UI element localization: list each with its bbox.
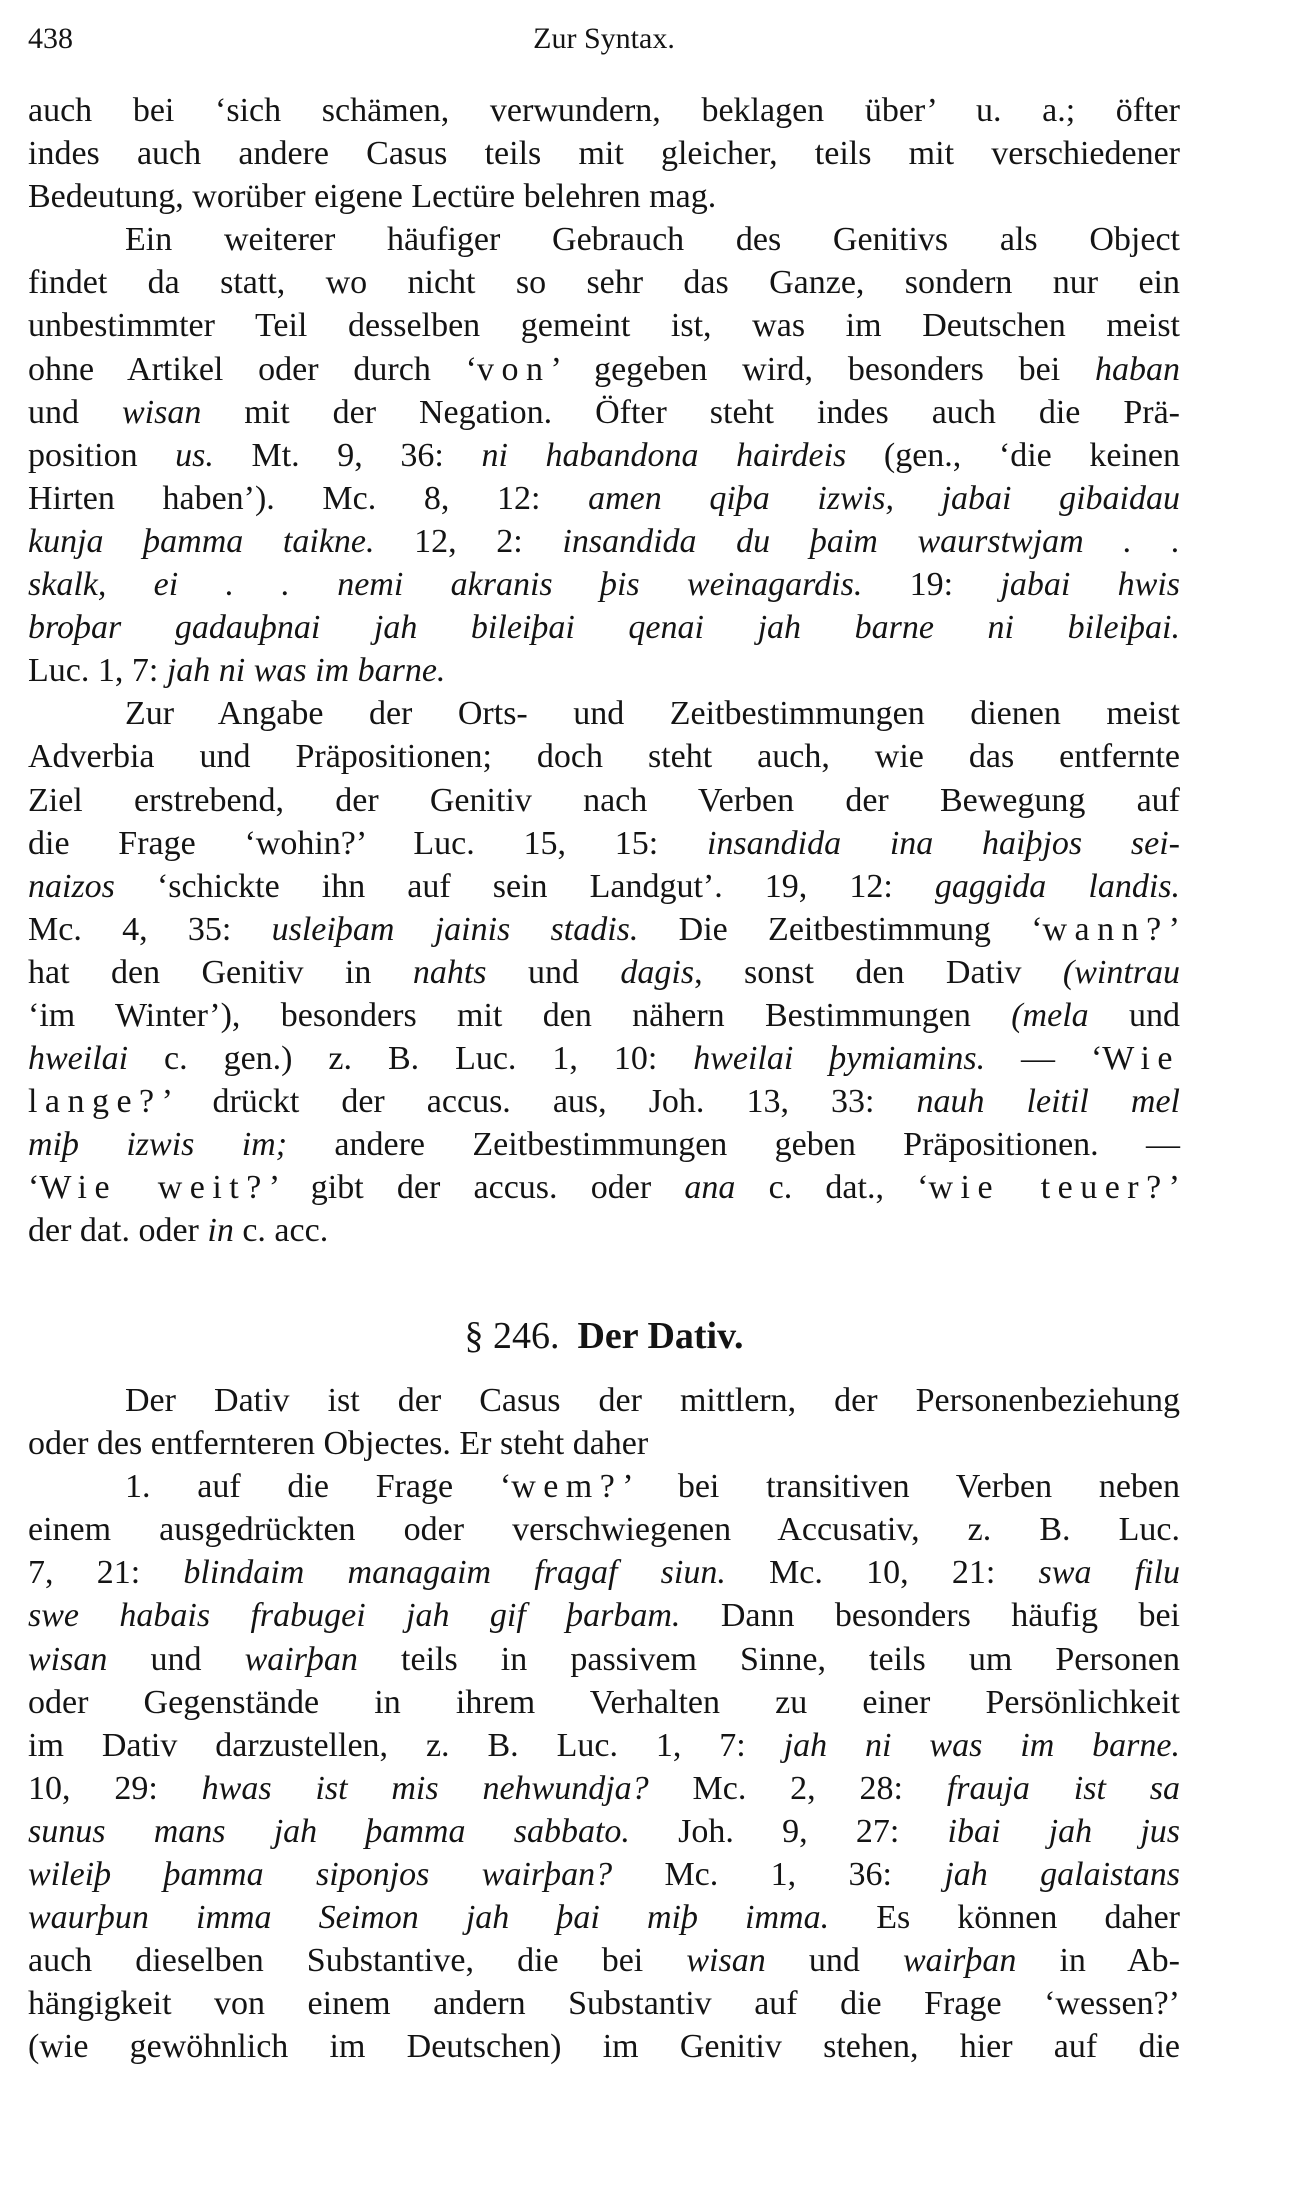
text-segment: auch bei ‘sich schämen, verwundern, beklagen über’ u. a.; öfter — [28, 92, 1180, 129]
gothic-citation: us. — [175, 436, 214, 474]
text-line — [28, 822, 1180, 865]
text-segment: (wie gewöhnlich im Deutschen) im Genitiv stehen, hier auf die — [28, 2028, 1180, 2066]
text-segment: ’ bei transitiven Verben neben — [622, 1468, 1181, 1506]
page-number: 438 — [28, 22, 73, 55]
text-segment: auch dieselben Substantive, die bei — [28, 1942, 687, 1980]
text-line — [28, 1465, 1180, 1508]
text-segment: ohne Artikel oder durch ‘ — [28, 350, 477, 388]
text-segment: Joh. 9, 27: — [629, 1812, 948, 1850]
gothic-citation: sunus mans jah þamma sabbato. — [28, 1812, 630, 1850]
gothic-citation: kunja þamma taikne. — [28, 522, 375, 560]
text-line — [28, 218, 1180, 261]
spaced-emphasis: Wie weit? — [39, 1169, 269, 1207]
text-line — [28, 175, 1180, 218]
text-line — [28, 1422, 1180, 1465]
gothic-citation: blindaim managaim fragaf siun. — [183, 1554, 726, 1592]
text-segment: teils in passivem Sinne, teils um Personen — [357, 1640, 1181, 1678]
section-number: § 246. — [464, 1315, 560, 1357]
text-line — [28, 1681, 1180, 1724]
text-line — [28, 779, 1180, 822]
text-segment: Adverbia und Präpositionen; doch steht auch, wie das entfernte — [28, 738, 1180, 776]
spaced-emphasis: wie teuer? — [928, 1169, 1169, 1207]
text-line — [28, 261, 1180, 304]
text-line — [28, 1939, 1180, 1982]
text-segment: Mc. 10, 21: — [725, 1554, 1039, 1592]
text-segment: indes auch andere Casus teils mit gleicher, teils mit verschiedener — [28, 135, 1180, 173]
gothic-citation: dagis — [620, 953, 695, 991]
spaced-emphasis: von — [477, 350, 551, 388]
text-line — [28, 606, 1180, 649]
text-segment: Luc. 1, 7: — [28, 652, 167, 690]
gothic-citation: (mela — [1011, 996, 1089, 1034]
text-segment: ‘schickte ihn auf sein Landgut’. 19, 12: — [114, 867, 935, 905]
text-line — [28, 391, 1180, 434]
text-segment: 7, 21: — [28, 1554, 184, 1592]
gothic-citation: haban — [1095, 350, 1180, 388]
text-line — [28, 1037, 1180, 1080]
text-segment: oder Gegenstände in ihrem Verhalten zu einer Persönlichkeit — [28, 1683, 1180, 1721]
text-line — [28, 1123, 1180, 1166]
gothic-citation: in — [207, 1212, 234, 1250]
gothic-citation: wairþan — [244, 1640, 358, 1678]
gothic-citation: jabai hwis — [1000, 566, 1181, 604]
text-segment: andere Zeitbestimmungen geben Präpositionen. — — [287, 1126, 1181, 1164]
text-segment: ’ drückt der accus. aus, Joh. 13, 33: — [161, 1083, 917, 1121]
text-segment: 12, 2: — [374, 522, 563, 560]
text-block-genitive — [28, 89, 1180, 1253]
gothic-citation: gaggida landis. — [934, 867, 1180, 905]
gothic-citation: jah ni was im barne. — [783, 1726, 1180, 1764]
text-segment: Zur Angabe der Orts- und Zeitbestimmungen dienen meist — [125, 695, 1180, 733]
text-line — [28, 908, 1180, 951]
gothic-citation: swe habais frabugei jah gif þarbam. — [28, 1597, 681, 1635]
text-line — [28, 434, 1180, 477]
text-line — [28, 735, 1180, 778]
text-segment: und — [1088, 996, 1180, 1034]
section-title: Der Dativ. — [577, 1315, 744, 1357]
text-segment: und — [486, 953, 621, 991]
text-line — [28, 563, 1180, 606]
text-line — [28, 1638, 1180, 1681]
gothic-citation: ana — [684, 1169, 736, 1207]
text-segment: ’ gibt der accus. oder — [268, 1169, 685, 1207]
gothic-citation: skalk, ei . . nemi akranis þis weinagardis. — [28, 566, 863, 604]
text-line — [28, 692, 1180, 735]
gothic-citation: miþ izwis im; — [28, 1126, 288, 1164]
text-segment: , sonst den Dativ — [694, 953, 1063, 991]
text-segment: einem ausgedrückten oder verschwiegenen Accusativ, z. B. Luc. — [28, 1511, 1180, 1549]
gothic-citation: usleiþam jainis stadis. — [271, 910, 639, 948]
text-segment: c. acc. — [233, 1212, 329, 1250]
text-segment: Hirten haben’). Mc. 8, 12: — [28, 479, 589, 517]
gothic-citation: ni habandona hairdeis — [481, 436, 847, 474]
gothic-citation: wileiþ þamma siponjos wairþan? — [28, 1856, 613, 1894]
text-block-dative — [28, 1379, 1180, 2069]
text-segment: Mc. 1, 36: — [612, 1856, 945, 1894]
text-line — [28, 1551, 1180, 1594]
text-line — [28, 520, 1180, 563]
text-line — [28, 477, 1180, 520]
text-segment: unbestimmter Teil desselben gemeint ist, was im Deutschen meist — [28, 307, 1180, 345]
text-segment: und — [28, 393, 122, 431]
running-title: Zur Syntax. — [533, 22, 675, 55]
gothic-citation: wisan — [121, 393, 202, 431]
spaced-emphasis: lange? — [28, 1083, 162, 1121]
spaced-emphasis: Wie — [1102, 1040, 1180, 1078]
text-segment: in Ab- — [1016, 1942, 1180, 1980]
text-segment: Mc. 2, 28: — [648, 1769, 947, 1807]
gothic-citation: hweilai — [28, 1040, 129, 1078]
text-line — [28, 304, 1180, 347]
gothic-citation: hweilai þymiamins. — [693, 1040, 986, 1078]
text-segment: c. dat., ‘ — [735, 1169, 929, 1207]
text-segment: Ein weiterer häufiger Gebrauch des Genitivs als Object — [125, 221, 1180, 259]
gothic-citation: waurþun imma Seimon jah þai miþ imma. — [28, 1899, 830, 1937]
section-heading — [0, 1312, 1208, 1360]
text-segment: hängigkeit von einem andern Substantiv auf die Frage ‘wessen?’ — [28, 1985, 1180, 2023]
text-line — [28, 1896, 1180, 1939]
text-line — [28, 1594, 1180, 1637]
text-line — [28, 1724, 1180, 1767]
text-segment: ’ — [1168, 910, 1180, 948]
gothic-citation: wisan — [686, 1942, 766, 1980]
text-segment: Ziel erstrebend, der Genitiv nach Verben der Bewegung auf — [28, 781, 1180, 819]
text-segment: 1. auf die Frage ‘ — [125, 1468, 512, 1506]
text-line — [28, 1379, 1180, 1422]
text-line — [28, 1853, 1180, 1896]
text-segment: findet da statt, wo nicht so sehr das Ganze, sondern nur ein — [28, 264, 1180, 302]
gothic-citation: (wintrau — [1062, 953, 1181, 991]
gothic-citation: hwas ist mis nehwundja? — [201, 1769, 649, 1807]
text-segment: im Dativ darzustellen, z. B. Luc. 1, 7: — [28, 1726, 784, 1764]
text-segment: 19: — [862, 566, 1001, 604]
text-segment: ‘ — [28, 1169, 40, 1207]
gothic-citation: jah galaistans — [944, 1856, 1180, 1894]
gothic-citation: jah ni was im barne. — [166, 652, 446, 690]
text-line — [28, 2025, 1180, 2068]
text-segment: ’ — [1168, 1169, 1180, 1207]
gothic-citation: insandida du þaim waurstwjam . . — [562, 522, 1181, 560]
text-segment: Mc. 4, 35: — [28, 910, 272, 948]
text-line — [28, 1166, 1180, 1209]
text-segment: und — [107, 1640, 245, 1678]
text-segment: Der Dativ ist der Casus der mittlern, der Personenbeziehung — [125, 1382, 1180, 1419]
spaced-emphasis: wann? — [1042, 910, 1169, 948]
gothic-citation: nauh leitil mel — [916, 1083, 1180, 1121]
spaced-emphasis: wem? — [511, 1468, 623, 1506]
text-segment: Dann besonders häufig bei — [680, 1597, 1180, 1635]
text-segment: oder des entfernteren Objectes. Er steht daher — [28, 1425, 649, 1463]
text-segment: hat den Genitiv in — [28, 953, 413, 991]
text-line — [28, 1810, 1180, 1853]
text-segment: ’ gegeben wird, besonders bei — [550, 350, 1095, 388]
gothic-citation: nahts — [412, 953, 487, 991]
text-line — [28, 132, 1180, 175]
text-segment: — ‘ — [985, 1040, 1103, 1078]
text-line — [28, 89, 1180, 132]
text-segment: c. gen.) z. B. Luc. 1, 10: — [128, 1040, 694, 1078]
gothic-citation: insandida ina haiþjos sei- — [706, 824, 1180, 862]
gothic-citation: swa filu — [1038, 1554, 1181, 1592]
text-segment: Bedeutung, worüber eigene Lectüre belehren mag. — [28, 178, 717, 216]
text-segment: ‘im Winter’), besonders mit den nähern Bestimmungen — [28, 996, 1012, 1034]
text-segment: Die Zeitbestimmung ‘ — [638, 910, 1043, 948]
text-segment: die Frage ‘wohin?’ Luc. 15, 15: — [28, 824, 707, 862]
text-segment: Mt. 9, 36: — [213, 436, 482, 474]
text-line — [28, 1767, 1180, 1810]
gothic-citation: amen qiþa izwis, jabai gibaidau — [588, 479, 1180, 517]
text-segment: und — [765, 1942, 903, 1980]
text-line — [28, 1508, 1180, 1551]
text-segment: position — [28, 436, 176, 474]
text-line — [28, 1982, 1180, 2025]
text-line — [28, 348, 1180, 391]
text-line — [28, 865, 1180, 908]
gothic-citation: naizos — [28, 867, 115, 905]
gothic-citation: frauja ist sa — [946, 1769, 1180, 1807]
text-segment: mit der Negation. Öfter steht indes auch die Prä- — [201, 393, 1180, 431]
text-line — [28, 1209, 1180, 1252]
text-line — [28, 649, 1180, 692]
gothic-citation: wisan — [28, 1640, 108, 1678]
text-segment: 10, 29: — [28, 1769, 202, 1807]
gothic-citation: ibai jah jus — [947, 1812, 1180, 1850]
text-segment: der dat. oder — [28, 1212, 208, 1250]
text-segment: (gen., ‘die keinen — [846, 436, 1180, 474]
text-line — [28, 951, 1180, 994]
text-segment: Es können daher — [829, 1899, 1180, 1937]
text-line — [28, 1080, 1180, 1123]
gothic-citation: wairþan — [902, 1942, 1017, 1980]
gothic-citation: broþar gadauþnai jah bileiþai qenai jah barne ni bileiþai. — [28, 609, 1180, 647]
text-line — [28, 994, 1180, 1037]
